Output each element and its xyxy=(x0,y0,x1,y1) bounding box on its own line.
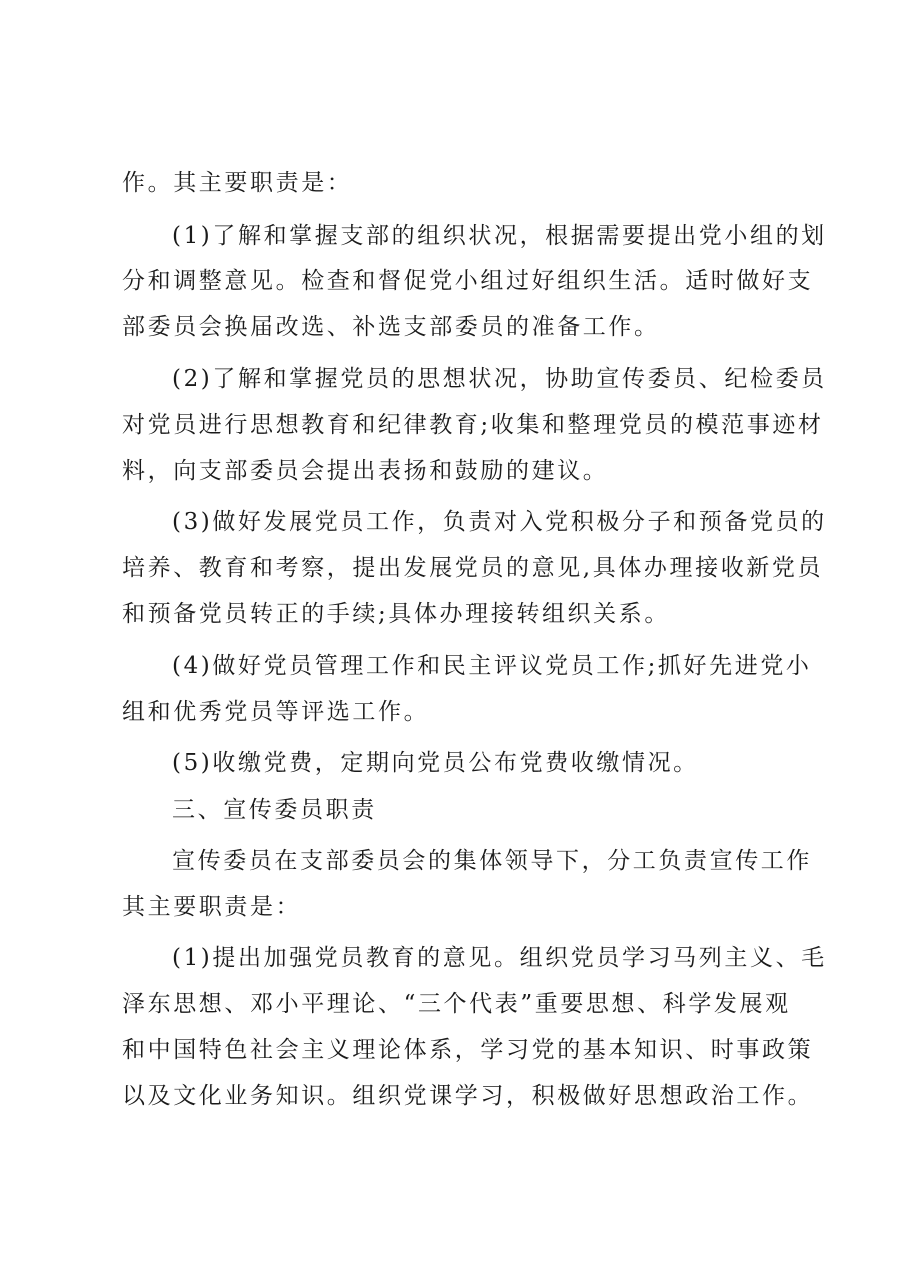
text-line: 和中国特色社会主义理论体系，学习党的基本知识、时事政策 xyxy=(122,1037,814,1063)
text-line: 对党员进行思想教育和纪律教育;收集和整理党员的模范事迹材 xyxy=(122,412,824,438)
text-line: 作。其主要职责是： xyxy=(122,170,353,196)
text-line: 分和调整意见。检查和督促党小组过好组织生活。适时做好支 xyxy=(122,268,814,294)
text-line: 泽东思想、邓小平理论、“三个代表”重要思想、科学发展观 xyxy=(122,991,791,1017)
text-line: (4)做好党员管理工作和民主评议党员工作;抓好先进党小 xyxy=(172,653,812,679)
text-line: (3)做好发展党员工作，负责对入党积极分子和预备党员的 xyxy=(172,509,827,535)
text-line: (1)提出加强党员教育的意见。组织党员学习马列主义、毛 xyxy=(172,945,827,971)
text-line: (1)了解和掌握支部的组织状况，根据需要提出党小组的划 xyxy=(172,223,827,249)
text-line: 部委员会换届改选、补选支部委员的准备工作。 xyxy=(122,314,660,340)
section-heading: 三、宣传委员职责 xyxy=(172,797,377,823)
text-line: (5)收缴党费，定期向党员公布党费收缴情况。 xyxy=(172,750,699,776)
text-line: (2)了解和掌握党员的思想状况，协助宣传委员、纪检委员 xyxy=(172,366,827,392)
text-line: 其主要职责是： xyxy=(122,894,302,920)
text-line: 以及文化业务知识。组织党课学习，积极做好思想政治工作。 xyxy=(122,1083,814,1109)
text-line: 培养、教育和考察，提出发展党员的意见,具体办理接收新党员 xyxy=(122,555,824,581)
text-line: 和预备党员转正的手续;具体办理接转组织关系。 xyxy=(122,601,670,627)
text-line: 组和优秀党员等评选工作。 xyxy=(122,699,430,725)
text-line: 料，向支部委员会提出表扬和鼓励的建议。 xyxy=(122,458,609,484)
text-line: 宣传委员在支部委员会的集体领导下，分工负责宣传工作 xyxy=(172,848,812,874)
